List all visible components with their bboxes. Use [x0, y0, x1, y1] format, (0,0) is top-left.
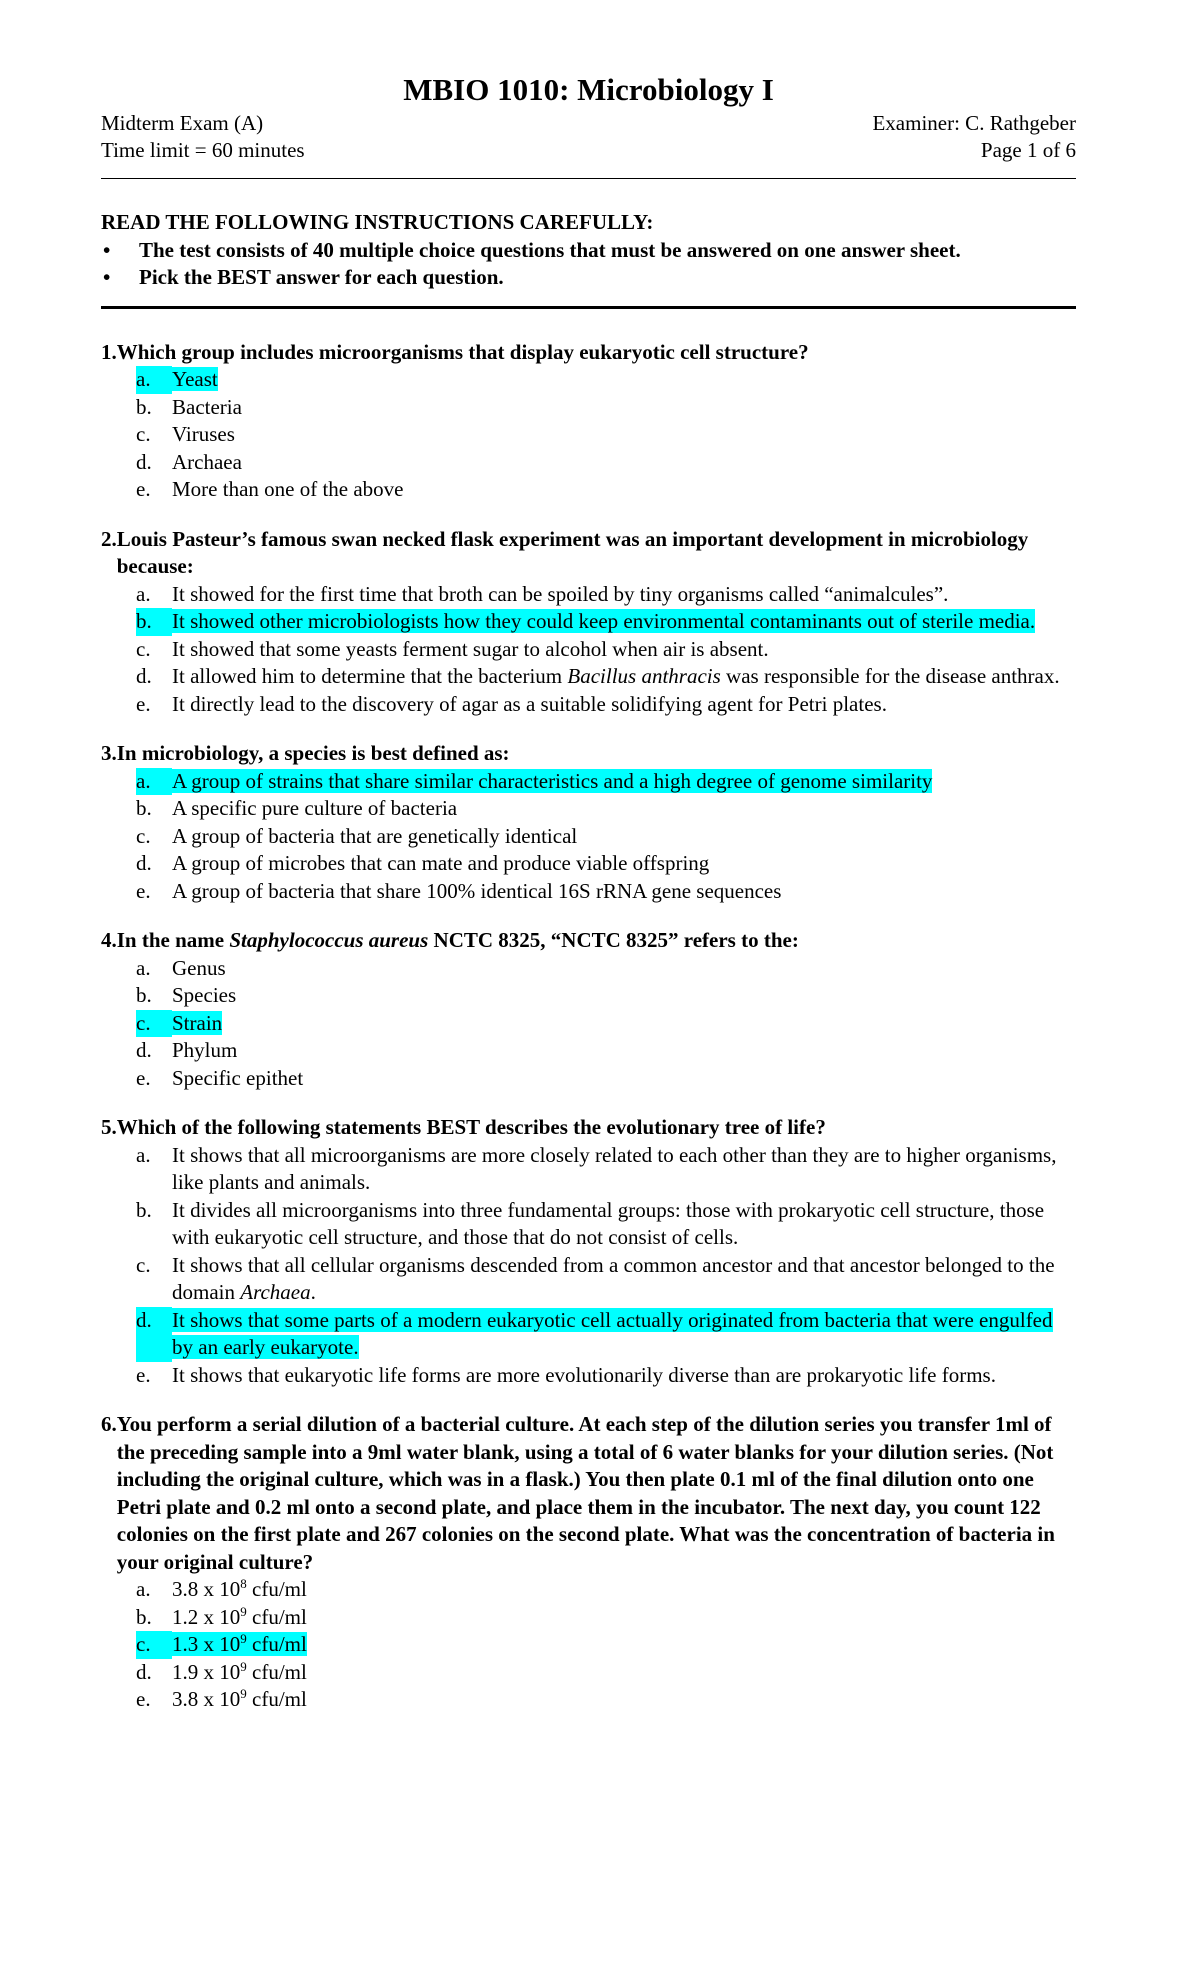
- answer-option[interactable]: [101, 1604, 1076, 1632]
- option-text-content: It divides all microorganisms into three fundamental groups: those with prokaryotic cell structure, those with eukaryotic cell structure, and those that do not consist of cells.: [172, 1197, 1045, 1249]
- value-base: 1.3 x 10: [172, 1632, 241, 1656]
- value-exponent: 9: [240, 1631, 247, 1646]
- value-unit: cfu/ml: [246, 1604, 307, 1629]
- answer-option[interactable]: [101, 1362, 1076, 1390]
- option-letter: c.: [136, 1252, 151, 1277]
- question-stem: [101, 339, 1076, 367]
- option-letter: e.: [136, 1065, 151, 1090]
- examiner-label: Examiner: C. Rathgeber: [872, 111, 1076, 135]
- question-text-part: In the name: [116, 928, 230, 952]
- option-text-content: It showed for the first time that broth can be spoiled by tiny organisms called “animalcules”.: [172, 581, 949, 606]
- question-stem: [101, 1114, 1076, 1142]
- option-text: [172, 1307, 1076, 1362]
- option-text: [172, 878, 1076, 906]
- option-text: [172, 795, 1076, 823]
- option-text: [172, 768, 1076, 796]
- question-text: In microbiology, a species is best defined as:: [116, 741, 510, 765]
- option-text-content: [172, 1253, 1055, 1305]
- page-title: MBIO 1010: Microbiology I: [403, 72, 774, 107]
- option-letter: d.: [136, 1038, 152, 1062]
- value-unit: cfu/ml: [246, 1687, 307, 1711]
- option-letter: c.: [136, 1631, 172, 1659]
- question-number: 1.: [101, 339, 117, 364]
- option-text-content: [172, 664, 1060, 688]
- page-number: Page 1 of 6: [980, 138, 1076, 162]
- option-letter: a.: [136, 955, 151, 980]
- value-base: 3.8 x 10: [172, 1577, 241, 1601]
- value-exponent: 8: [240, 1576, 247, 1591]
- question-1: [101, 339, 1076, 504]
- italic-term: Bacillus anthracis: [567, 664, 721, 688]
- option-text-content: Specific epithet: [172, 1065, 304, 1090]
- answer-option[interactable]: [101, 795, 1076, 823]
- value-base: 1.9 x 10: [172, 1659, 241, 1684]
- option-text-content: A group of microbes that can mate and produce viable offspring: [172, 851, 710, 875]
- question-2: [101, 526, 1076, 719]
- option-text: [172, 823, 1076, 851]
- option-text-content: [172, 1660, 307, 1684]
- answer-option[interactable]: [101, 850, 1076, 878]
- option-text-content: Species: [172, 983, 237, 1007]
- option-text-content: Phylum: [172, 1038, 238, 1062]
- option-letter: c.: [136, 823, 151, 848]
- answer-option[interactable]: [101, 1307, 1076, 1362]
- option-letter: b.: [136, 608, 172, 636]
- question-stem: [101, 927, 1076, 955]
- question-text-part: NCTC 8325, “NCTC 8325” refers to the:: [428, 928, 799, 952]
- value-unit: cfu/ml: [246, 1632, 307, 1656]
- answer-option[interactable]: [101, 823, 1076, 851]
- option-text: [172, 1197, 1076, 1252]
- option-letter: d.: [136, 1307, 172, 1362]
- question-stem: [101, 740, 1076, 768]
- option-text: [172, 394, 1076, 422]
- option-letter: b.: [136, 394, 152, 419]
- option-text: [172, 1362, 1076, 1390]
- option-text: [172, 1631, 1076, 1659]
- option-text-content: A group of strains that share similar characteristics and a high degree of genome similarity: [172, 768, 933, 793]
- answer-option[interactable]: [101, 1631, 1076, 1659]
- instructions-heading: READ THE FOLLOWING INSTRUCTIONS CAREFULLY:: [101, 210, 654, 234]
- value-base: 1.2 x 10: [172, 1604, 241, 1629]
- option-text: [172, 421, 1076, 449]
- question-text: Which group includes microorganisms that display eukaryotic cell structure?: [116, 339, 809, 364]
- option-text: [172, 1576, 1076, 1604]
- option-text-content: It shows that all microorganisms are more closely related to each other than they are to higher organisms, like plants and animals.: [172, 1142, 1057, 1194]
- option-text: [172, 850, 1076, 878]
- option-text: [172, 366, 1076, 394]
- option-text-content: More than one of the above: [172, 477, 404, 501]
- instructions-divider: [101, 306, 1076, 309]
- option-text: [172, 982, 1076, 1010]
- option-letter: d.: [136, 664, 152, 688]
- answer-option[interactable]: [101, 691, 1076, 719]
- question-number: 6.: [101, 1412, 117, 1436]
- option-text: [172, 1252, 1076, 1307]
- question-4: [101, 927, 1076, 1092]
- answer-option[interactable]: [101, 476, 1076, 504]
- option-letter: e.: [136, 878, 151, 903]
- option-text-content: It showed other microbiologists how they could keep environmental contaminants out of sterile media.: [172, 609, 1036, 633]
- question-number: 3.: [101, 741, 117, 765]
- option-letter: c.: [136, 636, 151, 661]
- option-text-part: It allowed him to determine that the bacterium: [172, 664, 568, 688]
- option-text-content: A group of bacteria that are genetically identical: [172, 823, 578, 848]
- option-text: [172, 955, 1076, 983]
- option-letter: d.: [136, 1659, 152, 1684]
- option-letter: b.: [136, 1604, 152, 1629]
- header-divider: [101, 178, 1076, 179]
- option-text: [172, 449, 1076, 477]
- question-number: 4.: [101, 928, 117, 952]
- option-letter: b.: [136, 983, 152, 1007]
- question-3: [101, 740, 1076, 905]
- option-letter: c.: [136, 1010, 172, 1038]
- option-text: [172, 1686, 1076, 1714]
- answer-option[interactable]: [101, 608, 1076, 636]
- question-text: Louis Pasteur’s famous swan necked flask experiment was an important development in microbiology because:: [116, 526, 1029, 578]
- option-text-content: [172, 1605, 307, 1629]
- option-letter: e.: [136, 477, 151, 501]
- option-text-content: It shows that some parts of a modern eukaryotic cell actually originated from bacteria that were engulfed by an early eukaryote.: [172, 1307, 1053, 1359]
- answer-option[interactable]: [101, 394, 1076, 422]
- option-text-content: A group of bacteria that share 100% identical 16S rRNA gene sequences: [172, 878, 782, 903]
- option-text: [172, 1065, 1076, 1093]
- option-text: [172, 636, 1076, 664]
- option-text-part: It shows that all cellular organisms descended from a common ancestor and that ancestor belonged to the domain: [172, 1252, 1055, 1304]
- answer-option[interactable]: [101, 663, 1076, 691]
- option-text-content: A specific pure culture of bacteria: [172, 796, 458, 820]
- question-list: [101, 339, 1076, 1714]
- option-letter: d.: [136, 851, 152, 875]
- option-text: [172, 608, 1076, 636]
- value-unit: cfu/ml: [246, 1659, 307, 1684]
- answer-option[interactable]: [101, 768, 1076, 796]
- option-letter: a.: [136, 1142, 151, 1167]
- option-letter: c.: [136, 422, 151, 446]
- answer-option[interactable]: [101, 1065, 1076, 1093]
- option-text: [172, 581, 1076, 609]
- option-letter: b.: [136, 1197, 152, 1222]
- italic-term: Archaea: [240, 1280, 311, 1304]
- option-text: [172, 1659, 1076, 1687]
- answer-option[interactable]: [101, 1197, 1076, 1252]
- option-text-part: was responsible for the disease anthrax.: [720, 664, 1060, 688]
- exam-label: Midterm Exam (A): [101, 111, 264, 135]
- option-text: [172, 1010, 1076, 1038]
- answer-option[interactable]: [101, 1686, 1076, 1714]
- instruction-text: Pick the BEST answer for each question.: [139, 265, 504, 289]
- time-limit-label: Time limit = 60 minutes: [101, 138, 305, 162]
- value-exponent: 9: [240, 1658, 247, 1674]
- option-text: [172, 691, 1076, 719]
- value-exponent: 9: [240, 1686, 247, 1701]
- option-text: [172, 663, 1076, 691]
- option-text-content: [172, 1687, 307, 1711]
- bullet-icon: •: [103, 265, 111, 289]
- instruction-bullet: [101, 264, 1076, 292]
- value-exponent: 9: [240, 1603, 247, 1619]
- option-text-content: Archaea: [172, 449, 242, 474]
- option-text-content: Bacteria: [172, 394, 242, 419]
- answer-option[interactable]: [101, 449, 1076, 477]
- question-stem: [101, 1411, 1076, 1576]
- question-number: 2.: [101, 526, 117, 551]
- option-letter: e.: [136, 1687, 151, 1711]
- question-5: [101, 1114, 1076, 1389]
- answer-option[interactable]: [101, 1142, 1076, 1197]
- answer-option[interactable]: [101, 1576, 1076, 1604]
- value-base: 3.8 x 10: [172, 1687, 241, 1711]
- option-letter: a.: [136, 768, 172, 796]
- option-text-content: Yeast: [172, 367, 218, 391]
- answer-option[interactable]: [101, 1252, 1076, 1307]
- option-text-content: It showed that some yeasts ferment sugar to alcohol when air is absent.: [172, 636, 769, 661]
- option-text: [172, 476, 1076, 504]
- instruction-bullet: [101, 237, 1076, 265]
- answer-option[interactable]: [101, 878, 1076, 906]
- option-text-part: .: [310, 1280, 316, 1304]
- option-text: [172, 1142, 1076, 1197]
- instructions: [101, 209, 1076, 292]
- answer-option[interactable]: [101, 636, 1076, 664]
- answer-option[interactable]: [101, 1659, 1076, 1687]
- question-6: [101, 1411, 1076, 1714]
- question-number: 5.: [101, 1115, 117, 1139]
- instruction-text: The test consists of 40 multiple choice questions that must be answered on one answer sheet.: [139, 237, 961, 262]
- option-letter: a.: [136, 581, 151, 606]
- species-name: Staphylococcus aureus: [229, 928, 429, 952]
- answer-option[interactable]: [101, 955, 1076, 983]
- option-text: [172, 1037, 1076, 1065]
- option-text-content: Viruses: [172, 422, 235, 446]
- option-text-content: [172, 1632, 307, 1656]
- question-stem: [101, 526, 1076, 581]
- answer-option[interactable]: [101, 366, 1076, 394]
- meta-row-1: [101, 110, 1076, 137]
- value-unit: cfu/ml: [246, 1577, 307, 1601]
- option-letter: a.: [136, 1577, 151, 1601]
- option-letter: e.: [136, 691, 151, 716]
- option-text-content: It shows that eukaryotic life forms are more evolutionarily diverse than are prokaryotic life forms.: [172, 1362, 996, 1387]
- question-text: Which of the following statements BEST describes the evolutionary tree of life?: [116, 1115, 826, 1139]
- option-text-content: [172, 1577, 307, 1601]
- answer-option[interactable]: [101, 421, 1076, 449]
- bullet-icon: •: [103, 237, 111, 262]
- answer-option[interactable]: [101, 1037, 1076, 1065]
- option-text-content: It directly lead to the discovery of agar as a suitable solidifying agent for Petri plates.: [172, 691, 887, 716]
- option-text-content: Genus: [172, 955, 226, 980]
- option-text-content: Strain: [172, 1010, 223, 1035]
- exam-page: [101, 70, 1076, 1736]
- option-letter: b.: [136, 796, 152, 820]
- answer-option[interactable]: [101, 1010, 1076, 1038]
- option-letter: a.: [136, 366, 172, 394]
- meta-row-2: [101, 137, 1076, 164]
- question-text: [117, 927, 1076, 955]
- option-letter: e.: [136, 1362, 151, 1387]
- answer-option[interactable]: [101, 982, 1076, 1010]
- answer-option[interactable]: [101, 581, 1076, 609]
- question-text: You perform a serial dilution of a bacterial culture. At each step of the dilution series you transfer 1ml of the preceding sample into a 9ml water blank, using a total of 6 water blanks for your dilution series. (Not including the original culture, which was in a flask.) You then plate 0.1 ml of the final dilution onto one Petri plate and 0.2 ml onto a second plate, and place them in the incubator. The next day, you count 122 colonies on the first plate and 267 colonies on the second plate. What was the concentration of bacteria in your original culture?: [116, 1412, 1055, 1574]
- option-text: [172, 1604, 1076, 1632]
- option-letter: d.: [136, 449, 152, 474]
